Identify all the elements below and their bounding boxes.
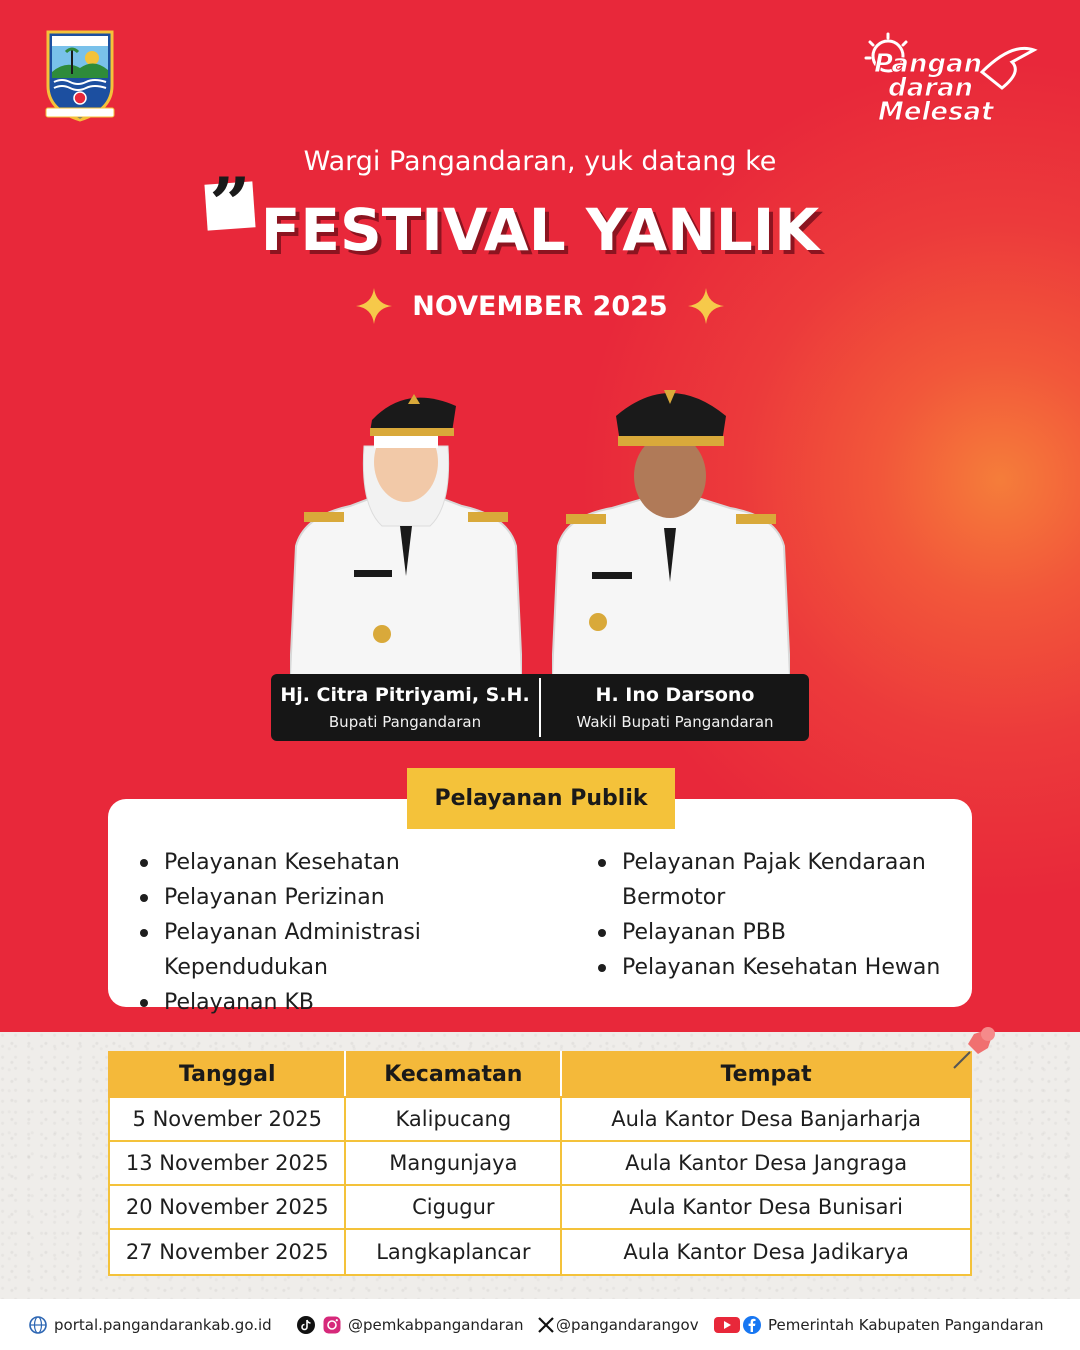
footer-website[interactable] (28, 1299, 272, 1350)
footer-channel[interactable] (714, 1299, 1044, 1350)
x-icon (536, 1315, 556, 1335)
table-cell: 5 November 2025 (109, 1097, 345, 1141)
event-title: FESTIVAL YANLIK (260, 196, 820, 264)
svg-text:Pangan: Pangan (874, 49, 983, 79)
event-month: NOVEMBER 2025 (412, 290, 668, 322)
column-header: Tempat (561, 1052, 971, 1097)
list-item: Pelayanan Pajak Kendaraan Bermotor (594, 845, 944, 915)
globe-icon (28, 1315, 48, 1335)
footer-social[interactable] (296, 1299, 524, 1350)
svg-text:Melesat: Melesat (878, 97, 994, 127)
youtube-icon (714, 1315, 740, 1335)
column-header: Kecamatan (345, 1052, 561, 1097)
facebook-icon (742, 1315, 762, 1335)
svg-text:daran: daran (888, 73, 974, 103)
regent-portrait (290, 376, 522, 676)
schedule-table (108, 1051, 972, 1276)
regency-emblem-icon (42, 28, 118, 122)
table-cell: Aula Kantor Desa Banjarharja (561, 1097, 971, 1141)
table-cell: Mangunjaya (345, 1141, 561, 1185)
tiktok-icon (296, 1315, 316, 1335)
list-item: Pelayanan KB (136, 985, 586, 1020)
official-vice-regent (541, 674, 809, 741)
vice-regent-portrait (552, 376, 790, 676)
sparkle-icon (356, 288, 392, 324)
table-cell: 20 November 2025 (109, 1185, 345, 1229)
table-row (109, 1185, 971, 1229)
services-list-left (136, 845, 586, 1020)
footer-x-text: @pangandarangov (556, 1315, 699, 1334)
footer-channel-text: Pemerintah Kabupaten Pangandaran (768, 1315, 1044, 1334)
official-role: Bupati Pangandaran (328, 713, 482, 731)
footer-x[interactable] (536, 1299, 699, 1350)
pushpin-icon (948, 1022, 1000, 1074)
list-item: Pelayanan Kesehatan Hewan (594, 950, 944, 985)
table-cell: Kalipucang (345, 1097, 561, 1141)
quote-mark-icon: ” (209, 161, 251, 246)
sparkle-icon (688, 288, 724, 324)
list-item: Pelayanan Administrasi Kependudukan (136, 915, 586, 985)
services-label: Pelayanan Publik (407, 768, 675, 829)
official-regent (271, 674, 539, 741)
column-header: Tanggal (109, 1052, 345, 1097)
table-row (109, 1097, 971, 1141)
intro-text: Wargi Pangandaran, yuk datang ke (303, 146, 777, 177)
footer-social-text: @pemkabpangandaran (348, 1315, 524, 1334)
list-item: Pelayanan Kesehatan (136, 845, 586, 880)
instagram-icon (322, 1315, 342, 1335)
table-cell: Aula Kantor Desa Jadikarya (561, 1229, 971, 1275)
table-cell: Aula Kantor Desa Bunisari (561, 1185, 971, 1229)
table-row (109, 1141, 971, 1185)
official-name: H. Ino Darsono (595, 684, 755, 706)
official-role: Wakil Bupati Pangandaran (576, 713, 774, 731)
footer-bar (0, 1299, 1080, 1350)
pangandaran-melesat-logo (862, 32, 1042, 128)
list-item: Pelayanan PBB (594, 915, 944, 950)
table-cell: Aula Kantor Desa Jangraga (561, 1141, 971, 1185)
services-list-right (594, 845, 944, 985)
table-cell: 27 November 2025 (109, 1229, 345, 1275)
table-cell: 13 November 2025 (109, 1141, 345, 1185)
table-row (109, 1229, 971, 1275)
officials-name-bar (271, 674, 809, 741)
table-cell: Langkaplancar (345, 1229, 561, 1275)
official-name: Hj. Citra Pitriyami, S.H. (280, 684, 530, 706)
month-row (0, 286, 1080, 326)
table-header-row (109, 1052, 971, 1097)
list-item: Pelayanan Perizinan (136, 880, 586, 915)
footer-website-text: portal.pangandarankab.go.id (54, 1315, 272, 1334)
table-cell: Cigugur (345, 1185, 561, 1229)
